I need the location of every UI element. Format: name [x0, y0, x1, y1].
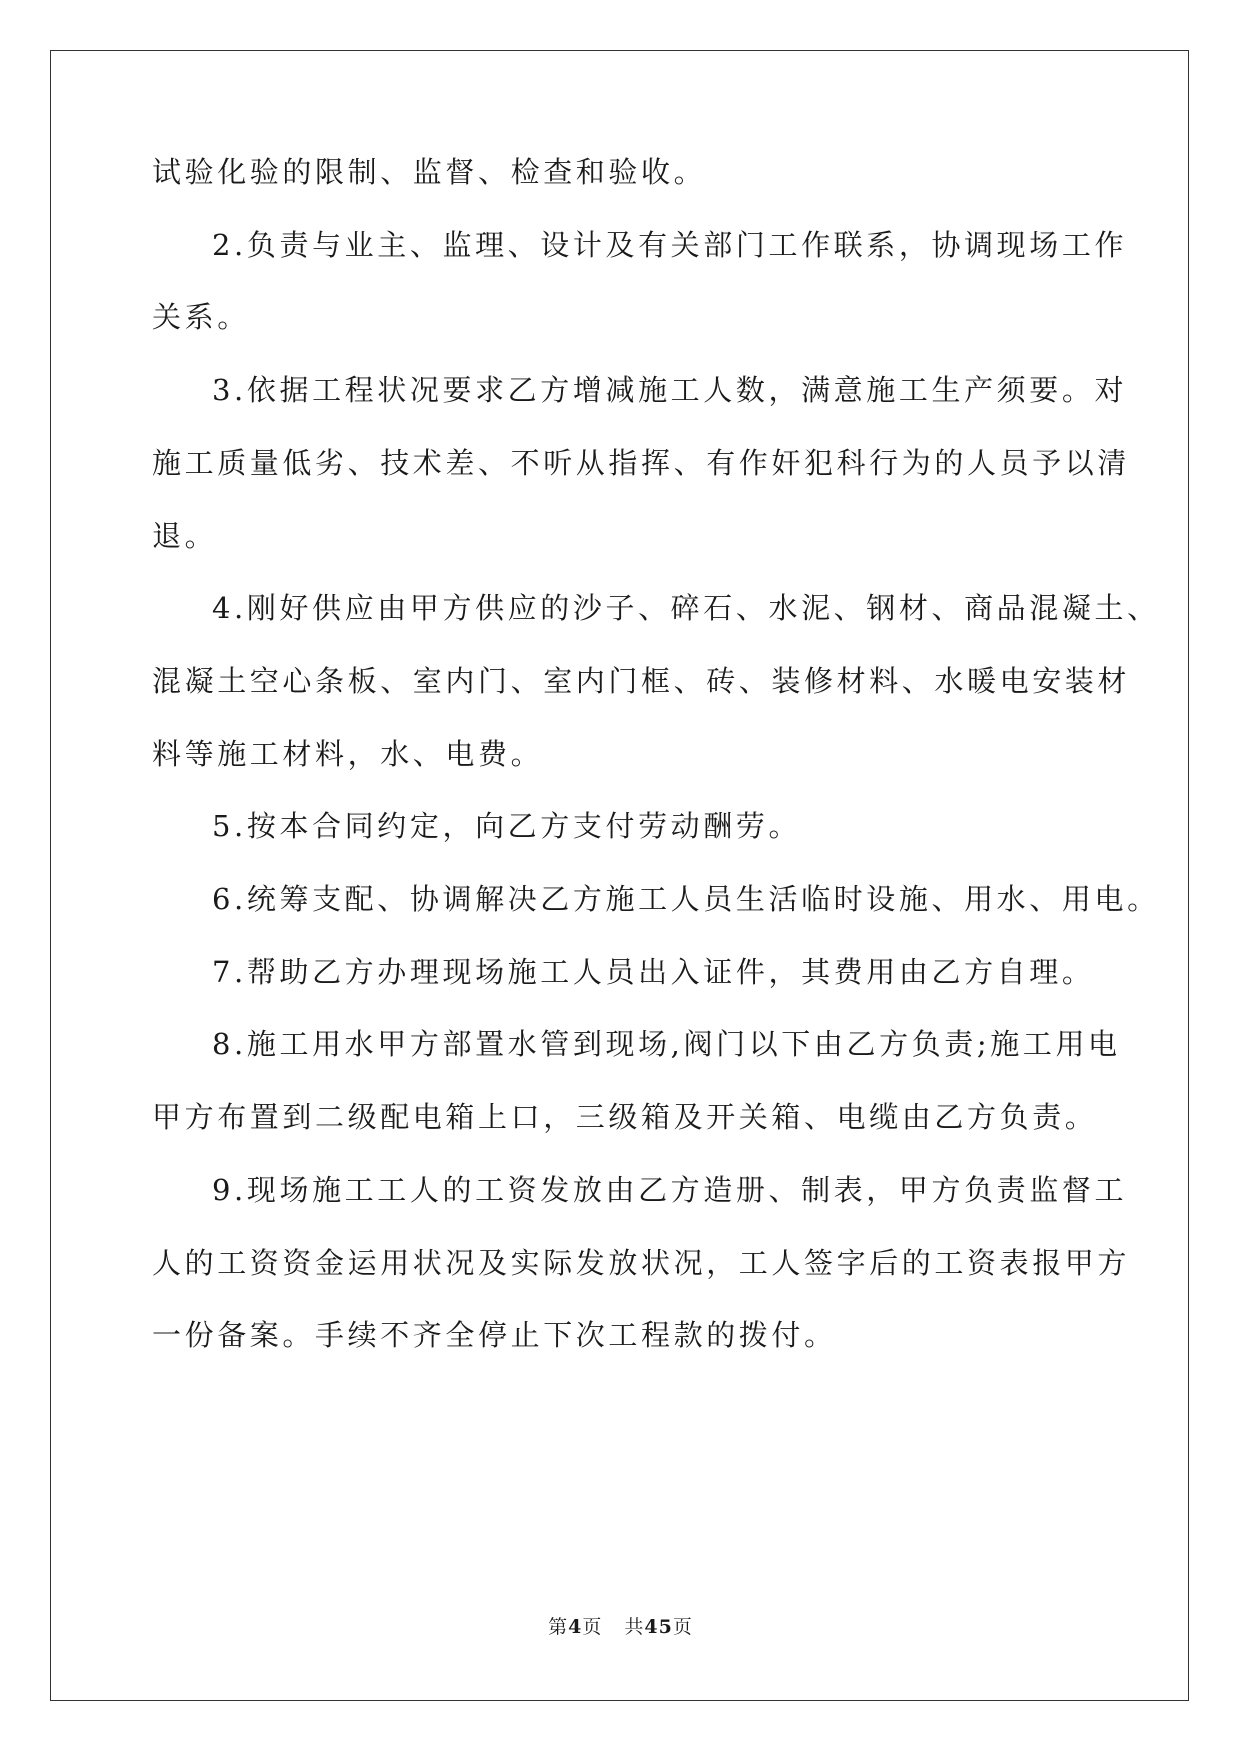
text-line: 9.现场施工工人的工资发放由乙方造册、制表，甲方负责监督工: [212, 1172, 1128, 1207]
text-line: 退。: [152, 518, 218, 553]
text-line: 混凝土空心条板、室内门、室内门框、砖、装修材料、水暖电安装材: [152, 663, 1131, 698]
total-pages: 45: [644, 1616, 673, 1638]
total-suffix: 页: [672, 1616, 693, 1638]
text-line: 4.刚好供应由甲方供应的沙子、碎石、水泥、钢材、商品混凝土、: [212, 591, 1160, 626]
text-line: 人的工资资金运用状况及实际发放状况，工人签字后的工资表报甲方: [152, 1245, 1131, 1280]
text-line: 7.帮助乙方办理现场施工人员出入证件，其费用由乙方自理。: [212, 954, 1095, 989]
text-line: 5.按本合同约定，向乙方支付劳动酬劳。: [212, 809, 802, 844]
page-prefix: 第: [548, 1616, 569, 1638]
page-footer: [0, 1612, 1241, 1639]
text-line: 一份备案。手续不齐全停止下次工程款的拨付。: [152, 1318, 837, 1353]
text-line: 8.施工用水甲方部置水管到现场,阀门以下由乙方负责;施工用电: [212, 1027, 1121, 1062]
text-line: 施工质量低劣、技术差、不听从指挥、有作奸犯科行为的人员予以清: [152, 445, 1131, 480]
page-number: 4: [568, 1616, 583, 1638]
text-line: 6.统筹支配、协调解决乙方施工人员生活临时设施、用水、用电。: [212, 882, 1160, 916]
text-line: 2.负责与业主、监理、设计及有关部门工作联系，协调现场工作: [212, 227, 1128, 262]
text-line: 关系。: [152, 300, 250, 335]
total-prefix: 共: [624, 1616, 645, 1638]
page-suffix: 页: [582, 1616, 603, 1638]
text-line: 试验化验的限制、监督、检查和验收。: [152, 155, 707, 189]
text-line: 料等施工材料，水、电费。: [152, 736, 544, 771]
text-line: 甲方布置到二级配电箱上口，三级箱及开关箱、电缆由乙方负责。: [152, 1100, 1098, 1135]
text-line: 3.依据工程状况要求乙方增减施工人数，满意施工生产须要。对: [212, 373, 1128, 408]
